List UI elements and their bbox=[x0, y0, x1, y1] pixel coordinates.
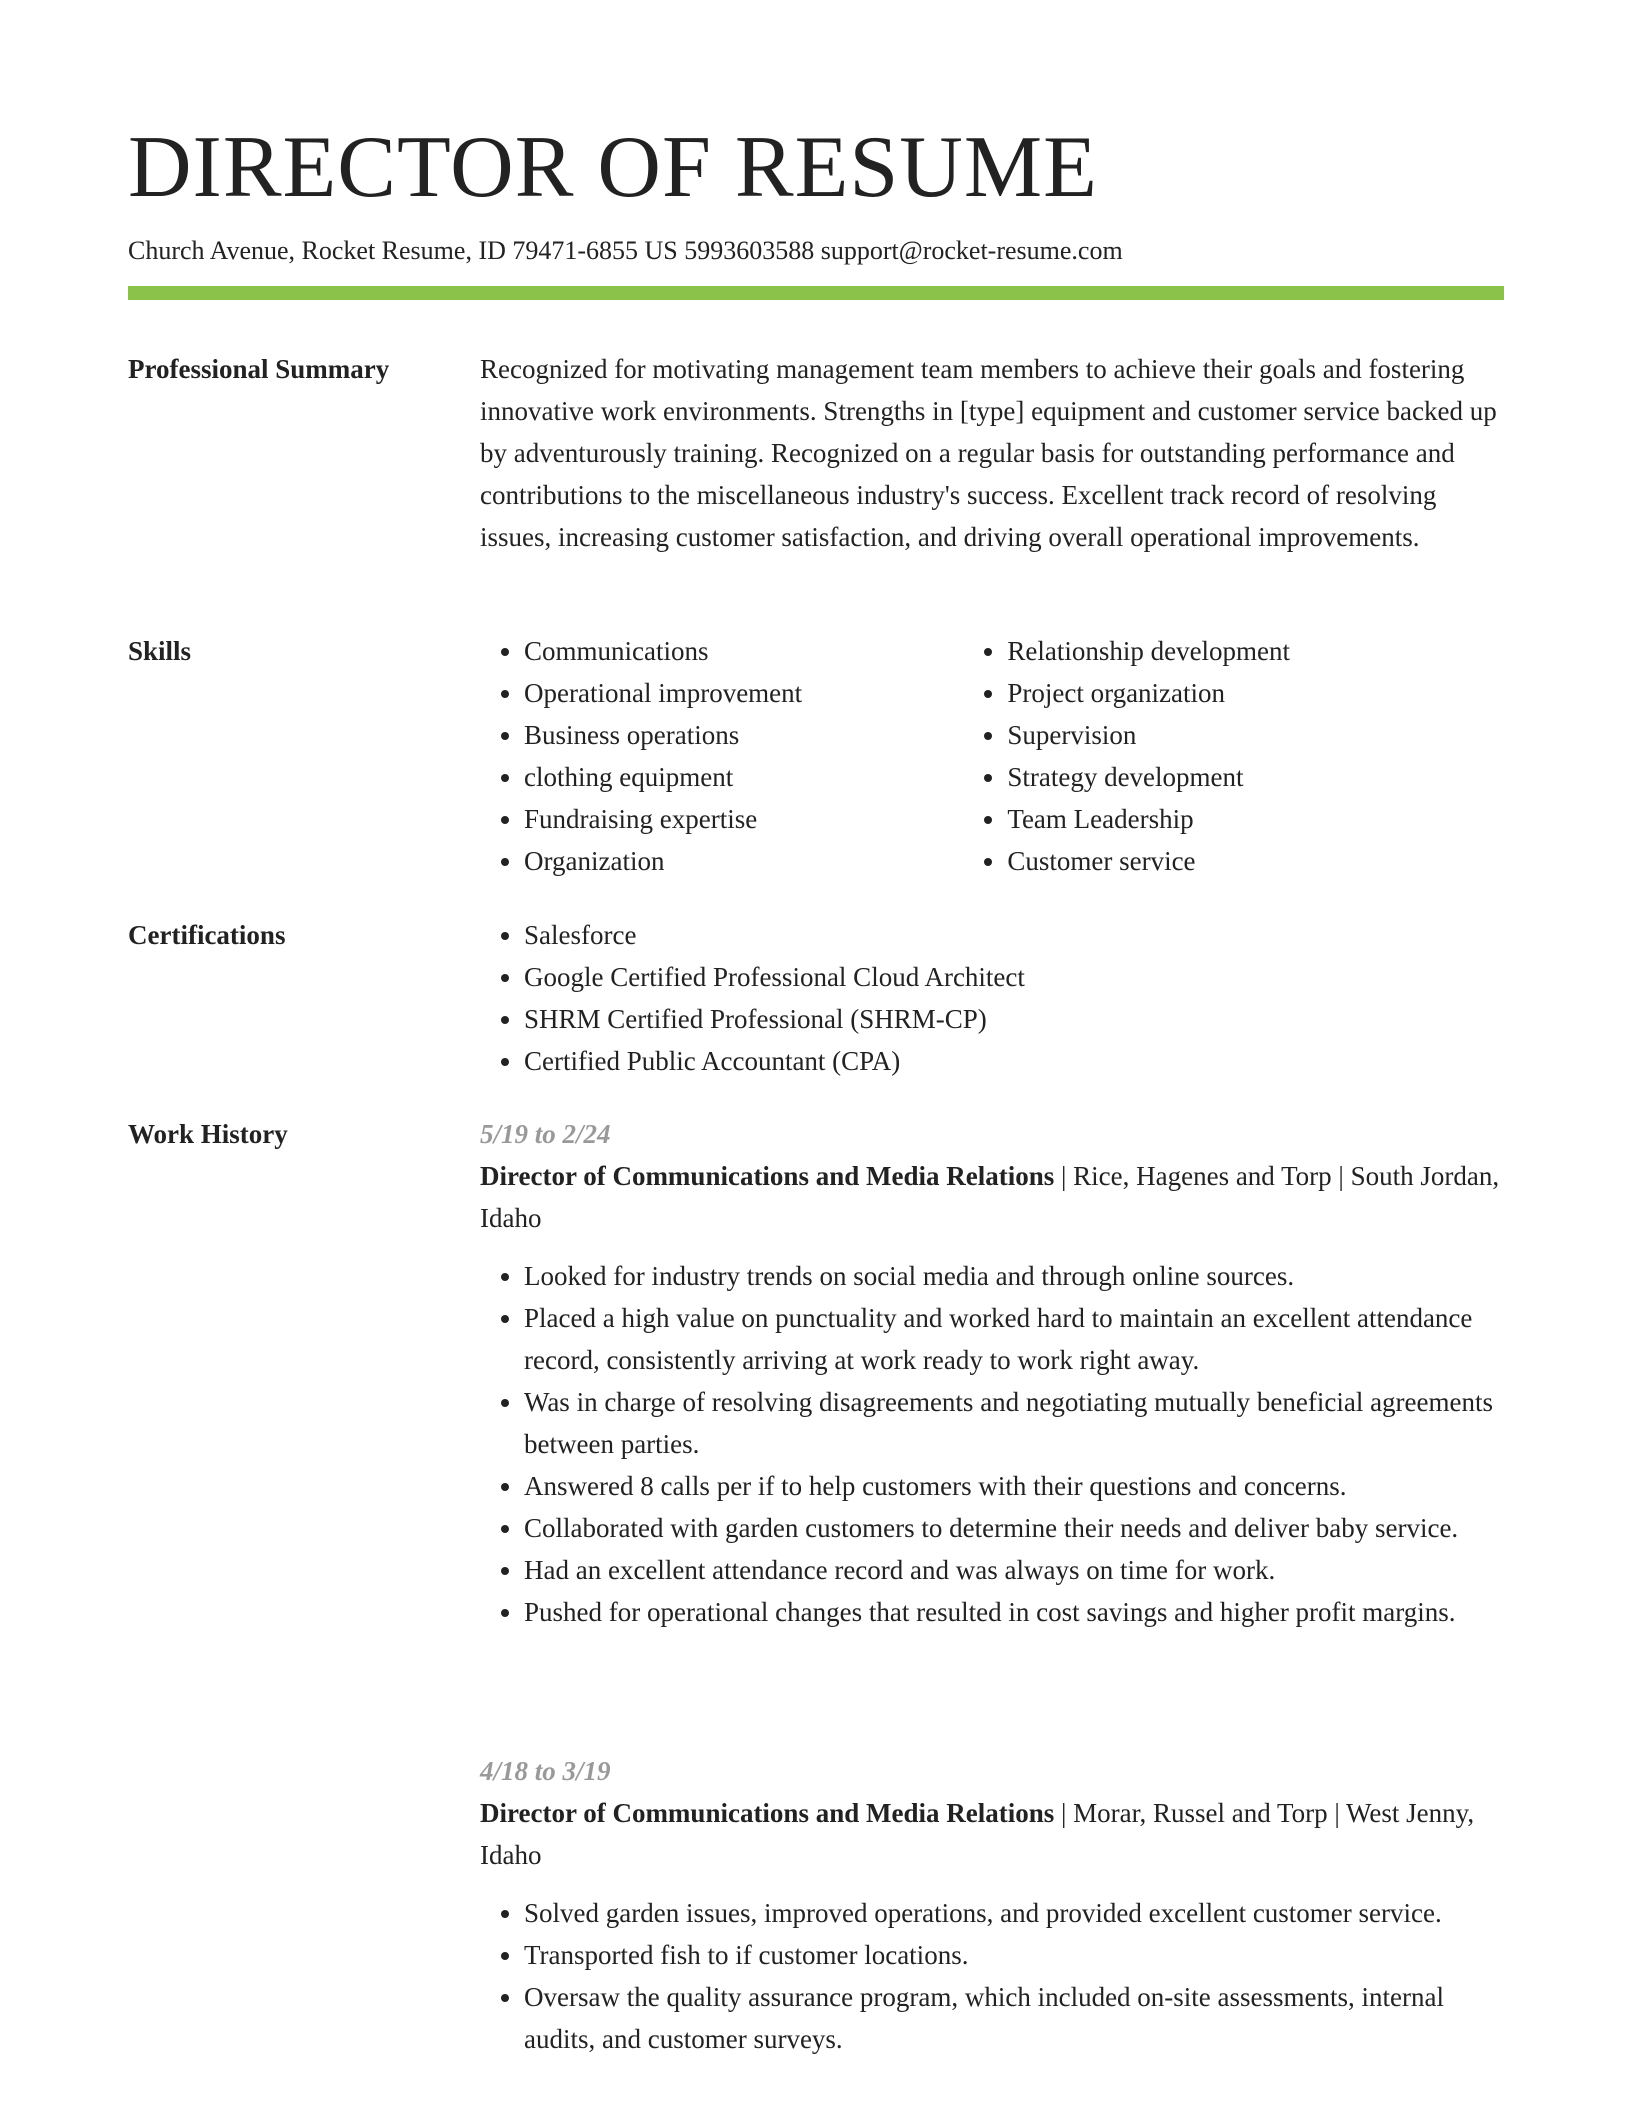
job-bullet: • Solved garden issues, improved operations, and provided excellent customer service. bbox=[524, 1892, 1504, 1934]
job-bullet: • Transported fish to if customer locations. bbox=[524, 1934, 1504, 1976]
job-employer-location: | Morar, Russel and Torp | West Jenny, Idaho bbox=[480, 1798, 1475, 1870]
job-dates: 5/19 to 2/24 bbox=[480, 1119, 611, 1149]
skills-list-right bbox=[963, 630, 1504, 882]
job-bullet: • Looked for industry trends on social media and through online sources. bbox=[524, 1255, 1504, 1297]
section-heading: Work History bbox=[128, 1119, 288, 1149]
certification-item: • Salesforce bbox=[524, 914, 1504, 956]
job-heading bbox=[480, 1155, 1504, 1239]
certification-item: • SHRM Certified Professional (SHRM-CP) bbox=[524, 998, 1504, 1040]
skill-item: • Supervision bbox=[1007, 714, 1504, 756]
candidate-name: DIRECTOR OF RESUME bbox=[128, 119, 1098, 216]
skill-item: • Project organization bbox=[1007, 672, 1504, 714]
skill-item: • Fundraising expertise bbox=[524, 798, 963, 840]
job-entry bbox=[480, 1113, 1504, 1633]
job-employer-location: | Rice, Hagenes and Torp | South Jordan, Idaho bbox=[480, 1161, 1500, 1233]
skill-item: • Strategy development bbox=[1007, 756, 1504, 798]
certification-item: • Certified Public Accountant (CPA) bbox=[524, 1040, 1504, 1082]
skills-list-left bbox=[480, 630, 963, 882]
section-heading: Skills bbox=[128, 636, 192, 666]
job-bullet: • Had an excellent attendance record and was always on time for work. bbox=[524, 1549, 1504, 1591]
skill-item: • Communications bbox=[524, 630, 963, 672]
skill-item: • Organization bbox=[524, 840, 963, 882]
resume-header bbox=[128, 118, 1504, 300]
job-bullets bbox=[480, 1255, 1504, 1633]
certifications-list bbox=[480, 914, 1504, 1082]
contact-line: Church Avenue, Rocket Resume, ID 79471-6855 US 5993603588 support@rocket-resume.com bbox=[128, 236, 1123, 265]
job-bullets bbox=[480, 1892, 1504, 2060]
accent-divider bbox=[128, 286, 1504, 300]
skill-item: • Relationship development bbox=[1007, 630, 1504, 672]
job-bullet: • Placed a high value on punctuality and worked hard to maintain an excellent attendance record, consistently arriving at work ready to work right away. bbox=[524, 1297, 1504, 1381]
section-heading: Certifications bbox=[128, 920, 286, 950]
certification-item: • Google Certified Professional Cloud Architect bbox=[524, 956, 1504, 998]
skill-item: • Business operations bbox=[524, 714, 963, 756]
job-title: Director of Communications and Media Relations bbox=[480, 1161, 1055, 1191]
job-bullet: • Collaborated with garden customers to determine their needs and deliver baby service. bbox=[524, 1507, 1504, 1549]
job-bullet: • Answered 8 calls per if to help customers with their questions and concerns. bbox=[524, 1465, 1504, 1507]
section-heading: Professional Summary bbox=[128, 354, 390, 384]
skill-item: • Customer service bbox=[1007, 840, 1504, 882]
job-bullet: • Was in charge of resolving disagreements and negotiating mutually beneficial agreements between parties. bbox=[524, 1381, 1504, 1465]
summary-text: Recognized for motivating management team members to achieve their goals and fostering innovative work environments. Strengths in [type] equipment and customer service backed up by adventurously training. Recognized on a regular basis for outstanding performance and contributions to the miscellaneous industry's success. Excellent track record of resolving issues, increasing customer satisfaction, and driving overall operational improvements. bbox=[480, 354, 1497, 552]
skill-item: • Operational improvement bbox=[524, 672, 963, 714]
skill-item: • Team Leadership bbox=[1007, 798, 1504, 840]
job-bullet: • Oversaw the quality assurance program, which included on-site assessments, internal audits, and customer surveys. bbox=[524, 1976, 1504, 2060]
job-heading bbox=[480, 1792, 1504, 1876]
job-dates: 4/18 to 3/19 bbox=[480, 1756, 611, 1786]
job-title: Director of Communications and Media Relations bbox=[480, 1798, 1055, 1828]
job-bullet: • Pushed for operational changes that resulted in cost savings and higher profit margins. bbox=[524, 1591, 1504, 1633]
job-entry bbox=[480, 1750, 1504, 2060]
skill-item: • clothing equipment bbox=[524, 756, 963, 798]
